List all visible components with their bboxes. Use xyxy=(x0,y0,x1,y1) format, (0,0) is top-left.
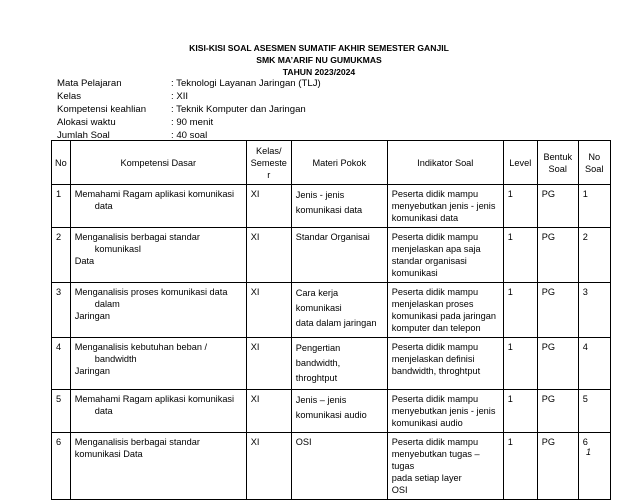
cell-no-soal: 4 xyxy=(578,338,610,390)
cell-no: 4 xyxy=(52,338,71,390)
cell-no-soal: 6 xyxy=(578,433,610,500)
cell-indikator: Peserta didik mampu menyebutkan jenis - jenis komunikasi audio xyxy=(387,390,503,433)
cell-indikator: Peserta didik mampu menyebutkan tugas – tugas pada setiap layer OSI xyxy=(387,433,503,500)
meta-value: : XII xyxy=(171,91,189,102)
table-row xyxy=(52,283,611,338)
cell-no-soal: 1 xyxy=(578,185,610,228)
cell-indikator: Peserta didik mampu menjelaskan proses komunikasi pada jaringan komputer dan telepon xyxy=(387,283,503,338)
cell-level: 1 xyxy=(503,338,537,390)
meta-label: Jumlah Soal xyxy=(57,130,110,141)
meta-label: Mata Pelajaran xyxy=(57,78,122,89)
cell-kompetensi: Memahami Ragam aplikasi komunikasi data xyxy=(70,390,246,433)
cell-bentuk: PG xyxy=(537,338,578,390)
cell-kelas: XI xyxy=(246,185,291,228)
header-level: Level xyxy=(503,141,537,185)
table-header-row xyxy=(52,141,611,185)
cell-bentuk: PG xyxy=(537,283,578,338)
meta-value: : 40 soal xyxy=(171,130,208,141)
cell-bentuk: PG xyxy=(537,228,578,283)
cell-bentuk: PG xyxy=(537,185,578,228)
cell-materi: OSI xyxy=(291,433,387,500)
table-row xyxy=(52,433,611,500)
cell-materi: Jenis - jenis komunikasi data xyxy=(291,185,387,228)
cell-bentuk: PG xyxy=(537,433,578,500)
header-kompetensi: Kompetensi Dasar xyxy=(70,141,246,185)
cell-level: 1 xyxy=(503,228,537,283)
document-title: KISI-KISI SOAL ASESMEN SUMATIF AKHIR SEMESTER GANJIL xyxy=(189,43,449,53)
cell-materi: Jenis – jenis komunikasi audio xyxy=(291,390,387,433)
header-no-soal: No Soal xyxy=(578,141,610,185)
kisi-kisi-table xyxy=(51,140,611,500)
school-name: SMK MA’ARIF NU GUMUKMAS xyxy=(256,55,382,65)
cell-indikator: Peserta didik mampu menjelaskan apa saja standar organisasi komunikasi xyxy=(387,228,503,283)
cell-bentuk: PG xyxy=(537,390,578,433)
header-kelas: Kelas/ Semeste r xyxy=(246,141,291,185)
header-no: No xyxy=(52,141,71,185)
cell-no-soal: 3 xyxy=(578,283,610,338)
cell-no: 5 xyxy=(52,390,71,433)
cell-kelas: XI xyxy=(246,338,291,390)
cell-materi: Cara kerja komunikasi data dalam jaringan xyxy=(291,283,387,338)
cell-no: 3 xyxy=(52,283,71,338)
cell-indikator: Peserta didik mampu menjelaskan definisi bandwidth, throghtput xyxy=(387,338,503,390)
cell-no: 2 xyxy=(52,228,71,283)
cell-kompetensi: Menganalisis berbagai standar komunikasi Data xyxy=(70,433,246,500)
cell-kelas: XI xyxy=(246,283,291,338)
meta-row xyxy=(57,90,321,103)
cell-kompetensi: Menganalisis berbagai standar komunikasI Data xyxy=(70,228,246,283)
cell-indikator: Peserta didik mampu menyebutkan jenis - jenis komunikasi data xyxy=(387,185,503,228)
cell-materi: Pengertian bandwidth, throghtput xyxy=(291,338,387,390)
cell-kelas: XI xyxy=(246,390,291,433)
cell-level: 1 xyxy=(503,185,537,228)
meta-value: : Teknologi Layanan Jaringan (TLJ) xyxy=(171,78,321,89)
header-materi: Materi Pokok xyxy=(291,141,387,185)
cell-kompetensi: Memahami Ragam aplikasi komunikasi data xyxy=(70,185,246,228)
meta-value: : 90 menit xyxy=(171,117,214,128)
header-bentuk: Bentuk Soal xyxy=(537,141,578,185)
cell-level: 1 xyxy=(503,433,537,500)
meta-label: Alokasi waktu xyxy=(57,117,116,128)
cell-materi: Standar Organisai xyxy=(291,228,387,283)
header-indikator: Indikator Soal xyxy=(387,141,503,185)
meta-row xyxy=(57,116,321,129)
cell-kompetensi: Menganalisis proses komunikasi data dalam Jaringan xyxy=(70,283,246,338)
meta-label: Kelas xyxy=(57,91,81,102)
table-row xyxy=(52,185,611,228)
meta-label: Kompetensi keahlian xyxy=(57,104,147,115)
cell-level: 1 xyxy=(503,283,537,338)
meta-row xyxy=(57,103,321,116)
table-row xyxy=(52,228,611,283)
meta-row xyxy=(57,77,321,90)
table-row xyxy=(52,390,611,433)
cell-no-soal: 5 xyxy=(578,390,610,433)
page-number: 1 xyxy=(586,447,592,457)
table-row xyxy=(52,338,611,390)
cell-kelas: XI xyxy=(246,433,291,500)
cell-no: 1 xyxy=(52,185,71,228)
cell-level: 1 xyxy=(503,390,537,433)
meta-value: : Teknik Komputer dan Jaringan xyxy=(171,104,306,115)
cell-no-soal: 2 xyxy=(578,228,610,283)
school-year: TAHUN 2023/2024 xyxy=(282,67,356,77)
cell-kelas: XI xyxy=(246,228,291,283)
cell-kompetensi: Menganalisis kebutuhan beban / bandwidth Jaringan xyxy=(70,338,246,390)
document-meta xyxy=(57,77,321,142)
cell-no: 6 xyxy=(52,433,71,500)
